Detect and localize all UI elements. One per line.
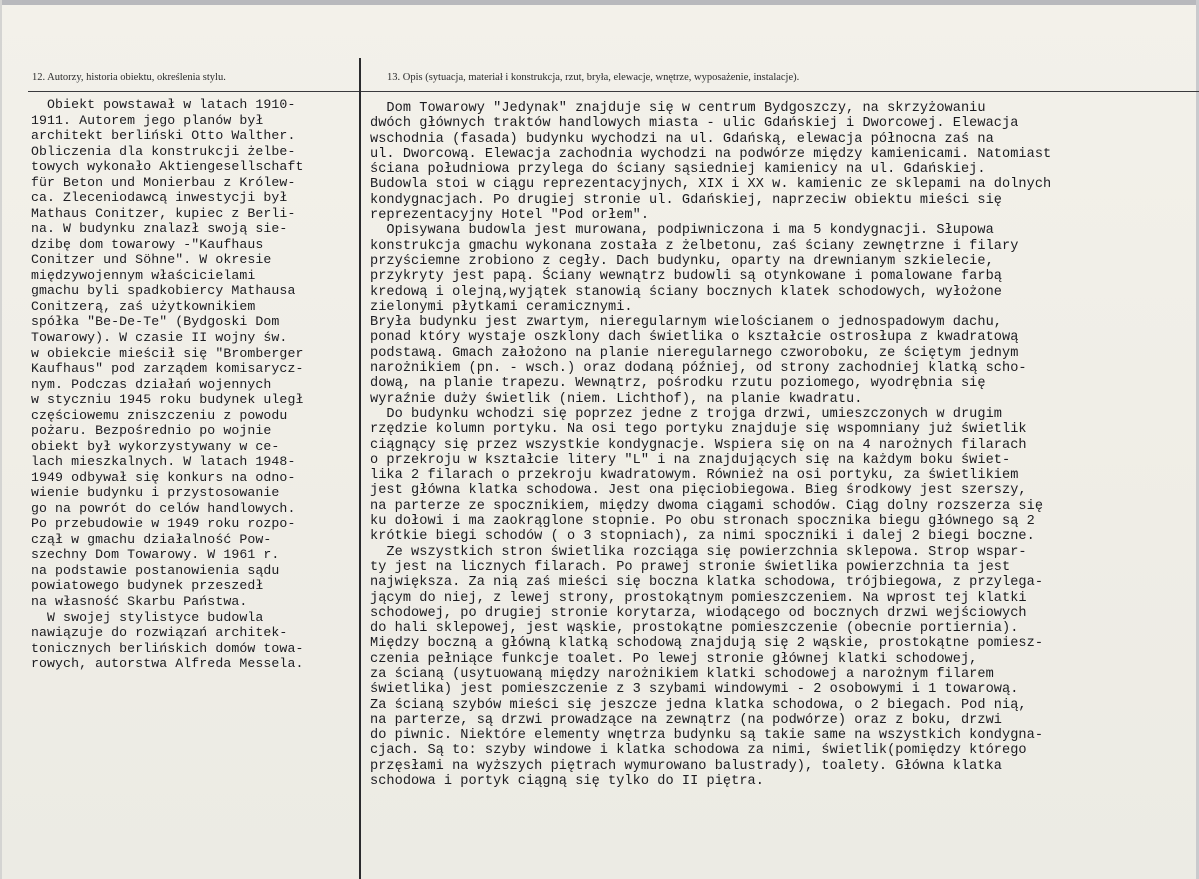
history-text-line: w styczniu 1945 roku budynek uległ [31,392,304,408]
description-text-line: do piwnic. Niektóre elementy wnętrza budynku są takie same na wszystkich kondygna- [370,728,1044,744]
history-text-line: nym. Podczas działań wojennych [31,376,272,392]
history-text-line: Po przebudowie w 1949 roku rozpo- [31,516,296,532]
description-text-line: Opisywana budowla jest murowana, podpiwniczona i ma 5 kondygnacji. Słupowa [370,223,994,239]
description-text-line: Do budynku wchodzi się poprzez jedne z trojga drzwi, umieszczonych w drugim [370,406,1002,422]
description-text-line: świetlika) jest pomieszczenie z 3 szybami windowymi - 2 osobowymi i 1 towarową. [370,682,1019,698]
description-text-line: schodowa i portyk ciągną się tylko do II piętra. [370,774,764,790]
description-text-column [370,101,1051,789]
description-text-line: jącym do niej, z lewej strony, prostokątnym pomieszczeniem. Na wprost tej klatki [370,590,1027,606]
history-text-line: międzywojennym właścicielami [31,267,256,283]
description-text-line: wschodnia (fasada) budynku wychodzi na ul. Gdańską, elewacja północna zaś na [370,131,994,147]
history-text-line: powiatowego budynek przeszedł [31,578,264,594]
description-text-line: jest główna klatka schodowa. Jest ona pięciobiegowa. Bieg środkowy jest szerszy, [370,483,1027,499]
description-text-line: ciągnący się przez wszystkie kondygnacje. Wspiera się on na 4 narożnych filarach [370,437,1027,453]
history-text-line: Towarowy). W czasie II wojny św. [31,329,288,345]
description-text-line: ponad który wystaje oszklony dach świetlika o kształcie ostrosłupa z kwadratową [370,330,1019,346]
description-text-line: zielonymi płytkami ceramicznymi. [370,299,633,315]
history-text-line: dzibę dom towarowy -"Kaufhaus [31,236,264,252]
history-text-line: na własność Skarbu Państwa. [31,594,248,609]
history-text-line: für Beton und Monierbau z Królew- [31,174,296,190]
description-text-line: Bryła budynku jest zwartym, nieregularnym wielościanem o jednospadowym dachu, [370,315,1002,331]
history-text-line: rowych, autorstwa Alfreda Messela. [31,656,304,672]
description-text-line: krótkie biegi schodów ( o 3 stopniach), za nimi spoczniki i dalej 2 biegi boczne. [370,529,1035,545]
description-text-line: przyściemne zrobiono z cegły. Dach budynku, oparty na drewnianym szkielecie, [370,253,994,269]
section-12-header: 12. Autorzy, historia obiektu, określenia stylu. [32,72,226,83]
left-edge [0,0,2,879]
description-text-line: o przekroju w kształcie litery "L" i na znajdujących się na każdym boku świet- [370,452,1011,468]
history-text-line: spółka "Be-De-Te" (Bydgoski Dom [31,314,280,330]
description-text-line: Między boczną a główną klatką schodową znajdują się 2 wąskie, prostokątne pomiesz- [370,636,1044,652]
description-text-line: konstrukcja gmachu wykonana została z żelbetonu, zaś ściany zewnętrzne i filary [370,238,1019,254]
history-text-line: nawiązuje do rozwiązań architek- [31,625,288,641]
history-text-line: 1949 odbywał się konkurs na odno- [31,469,296,485]
history-text-line: szechny Dom Towarowy. W 1961 r. [31,547,280,563]
description-text-line: przęsłami na wyższych piętrach wymurowano balustrady), toalety. Główna klatka [370,758,1002,774]
description-text-line: kredową i olejną,wyjątek stanowią ściany bocznych klatek schodowych, wyłożone [370,284,1002,300]
section-13-header: 13. Opis (sytuacja, materiał i konstrukcja, rzut, bryła, elewacje, wnętrze, wyposażenie, instalacje). [387,72,800,83]
description-text-line: ku dołowi i ma zaokrąglone stopnie. Po obu stronach spocznika biegu głównego są 2 [370,514,1035,530]
description-text-line: dową, na planie trapezu. Wewnątrz, pośrodku rzutu poziomego, wyodrębnia się [370,376,986,392]
description-text-line: reprezentacyjny Hotel "Pod orłem". [370,208,650,224]
description-text-line: za ścianą (usytuowaną między narożnikiem klatki schodowej a narożnym filarem [370,666,994,682]
history-text-line: architekt berliński Otto Walther. [31,128,296,144]
header-rule-left [28,91,359,92]
header-rule-right [361,91,1199,92]
description-text-line: rzędzie kolumn portyku. Na osi tego portyku znajduje się wspomniany już świetlik [370,422,1027,438]
description-text-line: czenia pełniące funkcje toalet. Po lewej stronie głównej klatki schodowej, [370,651,978,667]
history-text-column [31,97,303,672]
description-text-line: na parterze ze spocznikiem, między dwoma ciągami schodów. Ciąg dolny rozszerza się [370,498,1044,514]
history-text-line: wienie budynku i przystosowanie [31,485,280,501]
description-text-line: schodowej, po drugiej stronie korytarza, wiodącego od bocznych drzwi wejściowych [370,605,1027,621]
description-text-line: kondygnacjach. Po drugiej stronie ul. Gdańskiej, naprzeciw obiektu mieści się [370,192,1002,208]
description-text-line: ty jest na licznych filarach. Po prawej stronie świetlika powierzchnia ta jest [370,559,1011,575]
history-text-line: 1911. Autorem jego planów był [31,112,264,128]
history-text-line: na podstawie postanowienia sądu [31,562,280,578]
history-text-line: pożaru. Bezpośrednio po wojnie [31,423,272,439]
description-text-line: dwóch głównych traktów handlowych miasta - ulic Gdańskiej i Dworcowej. Elewacja [370,116,1019,132]
history-text-line: go na powrót do celów handlowych. [31,500,296,516]
history-text-line: czął w gmachu działalność Pow- [31,531,272,547]
history-text-line: ca. Zleceniodawcą inwestycji był [31,190,288,206]
description-text-line: podstawą. Gmach założono na planie nieregularnego czworoboku, ze ściętym jednym [370,345,1019,361]
history-text-line: obiekt był wykorzystywany w ce- [31,438,280,454]
description-text-line: największa. Za nią zaś mieści się boczna klatka schodowa, trójbiegowa, z przylega- [370,575,1044,591]
description-text-line: Dom Towarowy "Jedynak" znajduje się w centrum Bydgoszczy, na skrzyżowaniu [370,101,986,116]
history-text-line: na. W budynku znalazł swoją sie- [31,221,288,237]
history-text-line: gmachu byli spadkobiercy Mathausa [31,283,296,299]
history-text-line: Conitzerą, zaś użytkownikiem [31,298,256,314]
description-text-line: przykryty jest papą. Ściany wewnątrz budowli są otynkowane i pomalowane farbą [370,269,1002,285]
history-text-line: lach mieszkalnych. W latach 1948- [31,454,296,470]
description-text-line: cjach. Są to: szyby windowe i klatka schodowa za nimi, świetlik(pomiędzy którego [370,743,1027,759]
history-text-line: w obiekcie mieścił się "Bromberger [31,345,304,361]
history-text-line: W swojej stylistyce budowla [31,609,264,625]
history-text-line: Obiekt powstawał w latach 1910- [31,97,296,112]
description-text-line: Budowla stoi w ciągu reprezentacyjnych, XIX i XX w. kamienic ze sklepami na dolnych [370,177,1052,193]
history-text-line: towych wykonało Aktiengesellschaft [31,159,304,175]
description-text-line: Ze wszystkich stron świetlika rozciąga się powierzchnia sklepowa. Strop wspar- [370,544,1027,560]
history-text-line: Kaufhaus" pod zarządem komisarycz- [31,361,304,377]
history-text-line: tonicznych berlińskich domów towa- [31,640,304,656]
description-text-line: do hali sklepowej, jest wąskie, prostokątne pomieszczenie (obecnie portiernia). [370,621,1019,637]
top-edge [0,0,1199,5]
description-text-line: Za ścianą szybów mieści się jeszcze jedna klatka schodowa, o 2 biegach. Pod nią, [370,697,1027,713]
description-text-line: lika 2 filarach o przekroju kwadratowym. Również na osi portyku, za świetlikiem [370,468,1019,484]
description-text-line: narożnikiem (pn. - wsch.) oraz dodaną później, od strony zachodniej klatką scho- [370,361,1027,377]
description-text-line: ul. Dworcową. Elewacja zachodnia wychodzi na podwórze między kamienicami. Natomiast [370,146,1052,162]
history-text-line: Obliczenia dla konstrukcji żelbe- [31,143,296,159]
history-text-line: Conitzer und Söhne". W okresie [31,252,272,268]
history-text-line: częściowemu zniszczeniu z powodu [31,407,288,423]
description-text-line: wyraźnie duży świetlik (niem. Lichthof), na planie kwadratu. [370,391,863,407]
column-divider [359,58,361,879]
description-text-line: na parterze, są drzwi prowadzące na zewnątrz (na podwórze) oraz z boku, drzwi [370,712,1002,728]
description-text-line: ściana południowa przylega do ściany sąsiedniej kamienicy na ul. Gdańskiej. [370,162,986,178]
history-text-line: Mathaus Conitzer, kupiec z Berli- [31,205,296,221]
